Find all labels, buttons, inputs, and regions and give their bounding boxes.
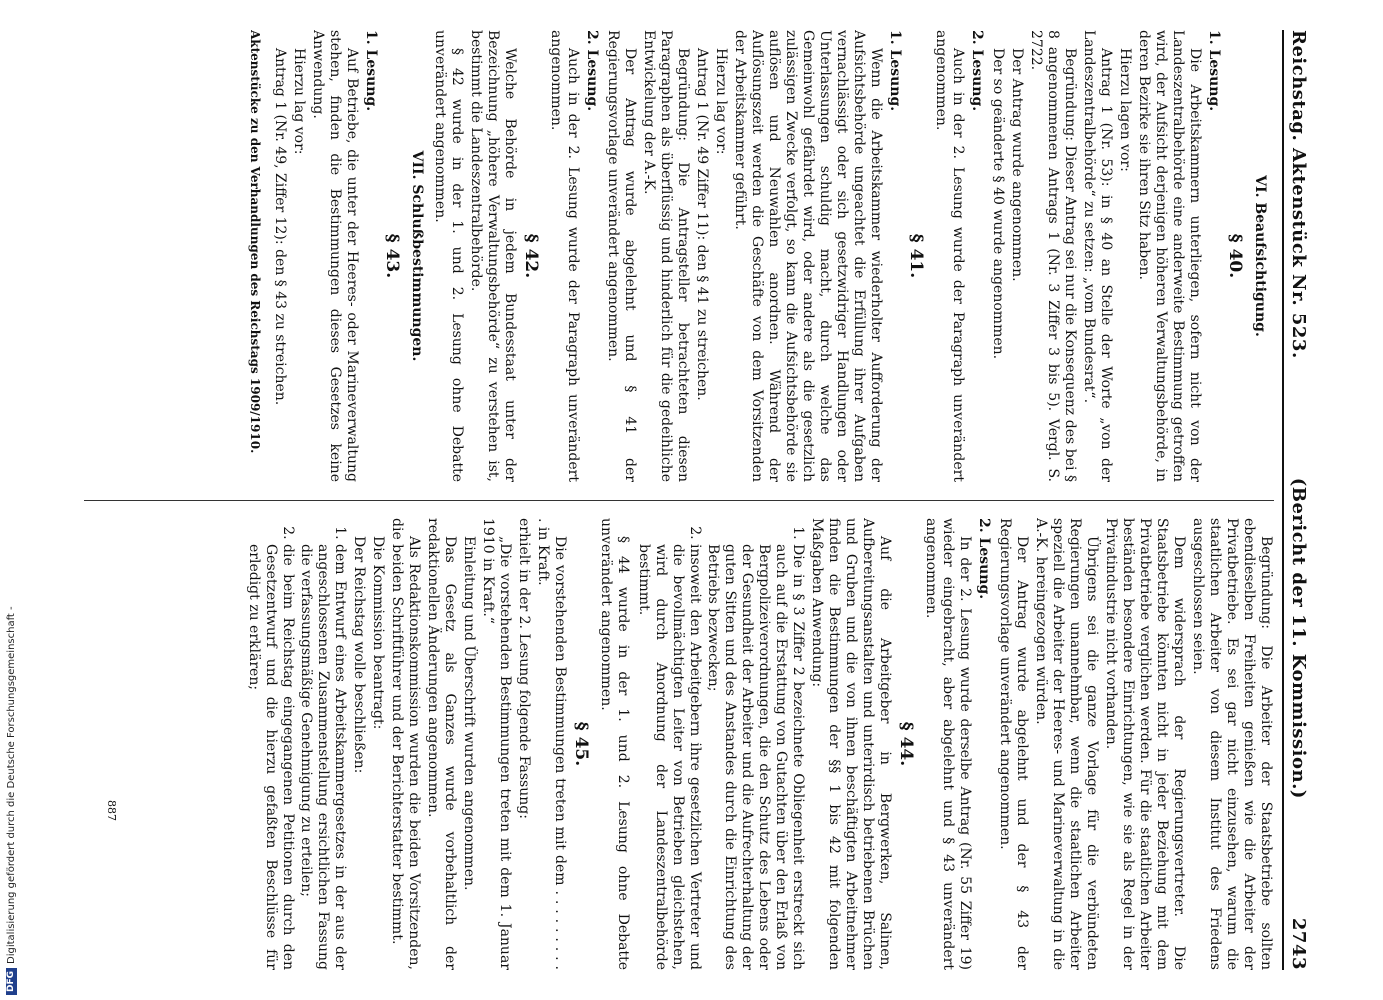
paragraph-text: Wenn die Arbeitskammer wiederholter Aufforderung der Aufsichtsbehörde ungeachtet die Erfüllung ihrer Aufgaben vernachlässigt oder sich gesetzwidriger Handlungen oder Unterlassungen schuldig macht, durch welche das Gemeinwohl gefährdet wird, oder andere als die gesetzlich zulässigen Zwecke verfolgt, so kann die Aufsichtsbehörde sie auflösen und Neuwahlen anordnen. Während der Auflösungszeit werden die Geschäfte von dem Vorsitzenden der Arbeitskammer geführt. — [732, 30, 884, 482]
paragraph-title-45: § 45. — [571, 721, 591, 767]
paragraph-text: Die vorstehenden Bestimmungen treten mit dem . . . . . . . . . . in Kraft. — [535, 518, 568, 970]
paragraph-text: Begründung: Die Arbeiter der Staatsbetriebe sollten ebendieselben Freiheiten genießen wie die Arbeiter der Privatbetriebe. Es sei gar nicht einzusehen, warum die staatlichen Arbeiter von diesem Institut des Friedens ausgeschlossen seien. — [1190, 518, 1274, 970]
paragraph-text: Die Kommission beantragt: — [370, 536, 386, 730]
reading-heading: 2. Lesung. — [969, 30, 985, 112]
paragraph-text: Antrag 1 (Nr. 53): in § 40 an Stelle der Worte „von der Landeszentralbehörde“ zu setzen: „vom Bundesrat“. — [1081, 30, 1114, 482]
paragraph-text: Die Arbeitskammern unterliegen, sofern nicht von der Landeszentralbehörde eine anderweite Bestimmung getroffen wird, der Aufsicht derjenigen höheren Verwaltungsbehörde, in deren Bezirke sie ihren Sitz haben. — [1136, 30, 1203, 482]
list-item: 1. dem Entwurf eines Arbeitskammergesetzes in der aus der angeschlossenen Zusammenstellung ersichtlichen Fassung die verfassungsmäßige Genehmigung zu erteilen; — [297, 544, 348, 970]
page-signature: 887 — [105, 800, 118, 821]
paragraph-title-43: § 43. — [382, 233, 402, 279]
paragraph-title-40: § 40. — [1225, 233, 1245, 279]
column-divider — [84, 500, 1274, 501]
paragraph-text: Begründung: Die Antragsteller betrachteten diesen Paragraphen als überflüssig und hinderlich für die gedeihliche Entwickelung der A.-K. — [641, 30, 691, 482]
paragraph-text: Als Redaktionskommission wurden die beiden Vorsitzenden, die beiden Schriftführer und der Berichterstatter bestimmt. — [389, 518, 422, 970]
paragraph-title-44: § 44. — [896, 721, 916, 767]
digitization-text: Digitalisierung gefördert durch die Deutsche Forschungsgemeinschaft - — [5, 606, 17, 964]
paragraph-text: § 44 wurde in der 1. und 2. Lesung ohne Debatte unverändert angenommen. — [598, 518, 631, 970]
section-title-vii: VII. Schlußbestimmungen. — [409, 150, 425, 362]
paragraph-text: Dem widersprach der Regierungsvertreter. Die Staatsbetriebe könnten nicht in jeder Beziehung mit dem Privatbetriebe verglichen werden. Für die staatlichen Arbeiter beständen besondere Einrichtungen, wie sie als Regel in der Privatindustrie nicht vorhanden. — [1103, 518, 1187, 970]
paragraph-text: „Die vorstehenden Bestimmungen treten mit dem 1. Januar 1910 in Kraft.“ — [480, 518, 513, 970]
paragraph-text: erhielt in der 2. Lesung folgende Fassung: — [516, 518, 532, 819]
rotated-page — [60, 0, 1320, 1000]
paragraph-text: Der Antrag wurde angenommen. — [1009, 48, 1025, 282]
page-footer: Aktenstücke zu den Verhandlungen des Reichstags 1909/1910. — [248, 30, 262, 454]
numbered-list — [635, 518, 806, 970]
left-column — [74, 30, 1274, 482]
paragraph-text: Einleitung und Überschrift wurden angenommen. — [461, 536, 477, 891]
paragraph-text: Hierzu lag vor: — [291, 48, 307, 155]
header-title: Reichstag. Aktenstück Nr. 523. — [1288, 30, 1310, 359]
reading-heading: 2. Lesung. — [976, 518, 992, 600]
reading-heading: 1. Lesung. — [363, 30, 379, 112]
right-column — [74, 518, 1274, 970]
reading-heading: 1. Lesung. — [887, 30, 903, 112]
paragraph-text: Der Antrag wurde abgelehnt und § 41 der Regierungsvorlage unverändert angenommen. — [605, 30, 638, 482]
paragraph-text: Das Gesetz als Ganzes wurde vorbehaltlich der redaktionellen Änderungen angenommen. — [425, 518, 458, 970]
paragraph-text: Auch in der 2. Lesung wurde der Paragraph unverändert angenommen. — [933, 30, 966, 482]
reading-heading: 2. Lesung. — [584, 30, 600, 112]
paragraph-text: Auf Betriebe, die unter der Heeres- oder Marineverwaltung stehen, finden die Bestimmungen dieses Gesetzes keine Anwendung. — [310, 30, 360, 482]
paragraph-text: Hierzu lagen vor: — [1117, 48, 1133, 172]
paragraph-title-42: § 42. — [521, 233, 541, 279]
paragraph-text: Übrigens sei die ganze Vorlage für die verbündeten Regierungen unannehmbar, wenn die staatlichen Arbeiter speziell die Arbeiter der Heeres- und Marineverwaltung in die A.-K. hereingezogen würden. — [1033, 518, 1100, 970]
paragraph-text: Der Reichstag wolle beschließen: — [351, 536, 367, 774]
reading-heading: 1. Lesung. — [1206, 30, 1222, 112]
list-item: 1. Die in § 3 Ziffer 2 bezeichnete Obliegenheit erstreckt sich auch auf die Erstattung von Gutachten über den Erlaß von Bergpolizeiverordnungen, die den Schutz des Lebens oder der Gesundheit der Arbeiter und die Aufrechterhaltung der guten Sitten und des Anstandes durch die Einrichtung des Betriebs bezwecken; — [704, 544, 806, 970]
paragraph-text: Auch in der 2. Lesung wurde der Paragraph unverändert angenommen. — [548, 30, 581, 482]
paragraph-text: Hierzu lag vor: — [713, 48, 729, 155]
list-item: 2. die beim Reichstag eingegangenen Petitionen durch den Gesetzentwurf und die hierzu gefaßten Beschlüsse für erledigt zu erklären; — [245, 544, 296, 970]
numbered-list — [245, 518, 348, 970]
paragraph-text: Begründung: Dieser Antrag sei nur die Konsequenz des bei § 8 angenommenen Antrags 1 (Nr. 3 Ziffer 3 bis 5). Vergl. S. 2722. — [1028, 30, 1078, 482]
page-header — [1282, 30, 1314, 970]
paragraph-text: Der Antrag wurde abgelehnt und der § 43 der Regierungsvorlage unverändert angenommen. — [997, 518, 1030, 970]
page-number: 2743 — [1288, 917, 1310, 970]
paragraph-text: In der 2. Lesung wurde derselbe Antrag (Nr. 55 Ziffer 19) wieder eingebracht, aber abgelehnt und § 43 unverändert angenommen. — [923, 518, 973, 970]
paragraph-title-41: § 41. — [906, 233, 926, 279]
paragraph-text: Antrag 1 (Nr. 49, Ziffer 12): den § 43 zu streichen. — [272, 48, 288, 406]
digitization-note — [4, 5, 18, 995]
paragraph-text: § 42 wurde in der 1. und 2. Lesung ohne Debatte unverändert angenommen. — [432, 30, 465, 482]
paragraph-text: Antrag 1 (Nr. 49 Ziffer 11): den § 41 zu streichen. — [694, 48, 710, 401]
header-report: (Bericht der 11. Kommission.) — [1288, 477, 1310, 799]
section-title-vi: VI. Beaufsichtigung. — [1252, 175, 1268, 337]
dfg-logo: DFG — [6, 968, 17, 995]
paragraph-text: Welche Behörde in jedem Bundesstaat unter der Bezeichnung „höhere Verwaltungsbehörde“ zu verstehen ist, bestimmt die Landeszentralbehörde. — [468, 30, 518, 482]
list-item: 2. insoweit den Arbeitgebern ihre gesetzlichen Vertreter und die bevollmächtigten Leiter von Betrieben gleichstehen, wird durch Anordnung der Landeszentralbehörde bestimmt. — [635, 544, 703, 970]
paragraph-text: Der so geänderte § 40 wurde angenommen. — [990, 48, 1006, 360]
paragraph-text: Auf die Arbeitgeber in Bergwerken, Salinen, Aufbereitungsanstalten und unterirdisch betriebenen Brüchen und Gruben und die von ihnen beschäftigten Arbeitnehmer finden die Bestimmungen der §§ 1 bis 42 mit folgenden Maßgaben Anwendung: — [809, 518, 893, 970]
